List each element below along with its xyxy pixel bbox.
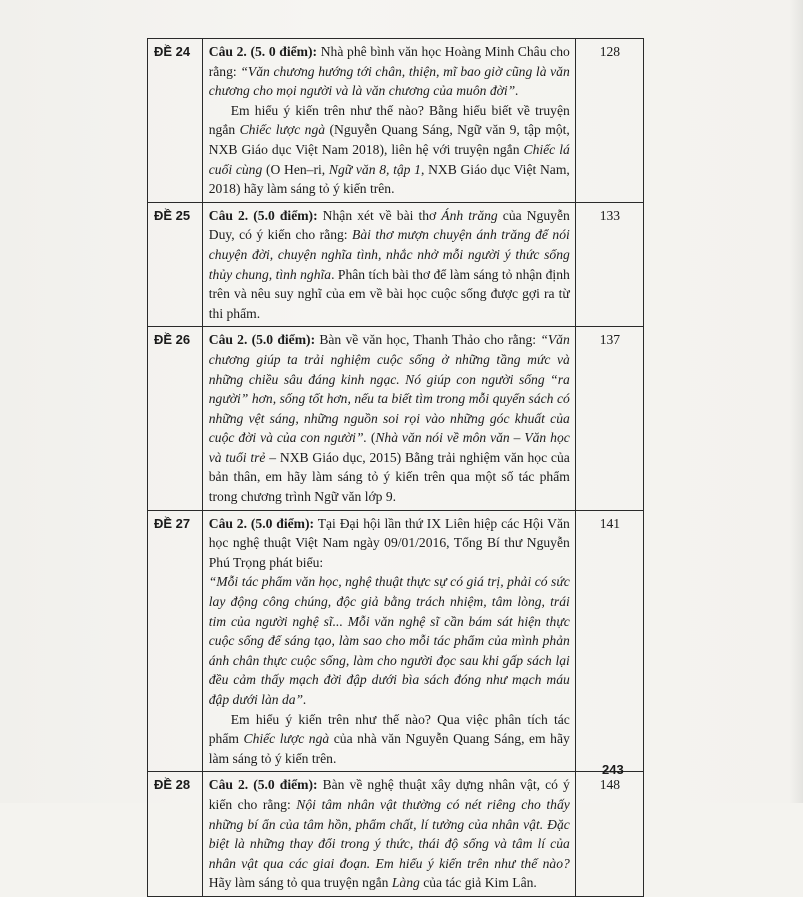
exam-question <box>202 39 575 203</box>
page-ref: 133 <box>575 202 643 327</box>
table-row <box>148 327 644 510</box>
question-text: của Nguyễn Duy, có ý kiến cho rằng: <box>208 207 570 243</box>
page-ref: 137 <box>575 327 643 510</box>
exam-question <box>202 772 575 897</box>
question-text: Tại Đại hội lần thứ IX Liên hiệp các Hội Văn học nghệ thuật Việt Nam ngày 09/01/2016, Tổng Bí thư Nguyễn Phú Trọng phát biểu: <box>208 515 570 570</box>
task-text: (O Hen–ri, <box>262 161 329 177</box>
task-text: . Phân tích bài thơ để làm sáng tỏ nhận định trên và nêu suy nghĩ của em về bài học cuộc sống được gợi ra từ thi phẩm. <box>208 266 570 321</box>
quote-text: “Mỗi tác phẩm văn học, nghệ thuật thực sự có giá trị, phải có sức lay động công chúng, độc giả bằng trách nhiệm, tâm lòng, trái tim của người nghệ sĩ... Mỗi văn nghệ sĩ cần bám sát hiện thực cuộc sống để sáng tạo, làm sao cho mỗi tác phẩm của mình phản ánh chân thực cuộc sống, làm cho người đọc sau khi gấp sách lại đều cảm thấy mạch đời đập dưới bìa sách đóng như mạch máu đập dưới làn da”. <box>208 574 570 707</box>
task-text: Hãy làm sáng tỏ qua truyện ngắn <box>208 875 392 891</box>
page-number: 243 <box>602 762 624 777</box>
task-text: Em hiểu ý kiến trên như thế nào? Bằng hiểu biết về truyện ngắn <box>208 102 570 138</box>
table-row <box>148 772 644 897</box>
task-text: ( <box>366 430 376 446</box>
work-title: Chiếc lược ngà <box>239 122 326 138</box>
quote-text: “Văn chương hướng tới chân, thiện, mĩ bao giờ cũng là văn chương cho mọi người và là văn chương của muôn đời”. <box>208 63 570 99</box>
task-text: của tác giả Kim Lân. <box>419 875 537 891</box>
question-text: Bàn về văn học, Thanh Thảo cho rằng: <box>315 332 541 348</box>
page-edge-shadow <box>789 0 803 803</box>
task-text: của nhà văn Nguyễn Quang Sáng, em hãy làm sáng tỏ ý kiến trên. <box>208 731 570 766</box>
question-label: Câu 2. (5. 0 điểm): <box>208 44 318 59</box>
exam-question <box>202 327 575 510</box>
quote-text: “Văn chương giúp ta trải nghiệm cuộc sống ở những tầng mức và những chiều sâu đáng kinh ngạc. Nó giúp con người sống “ra người” hơn, sống tốt hơn, nếu ta biết tìm trong mỗi quyển sách có những vệt sáng, những nguồn soi rọi vào những góc khuất của cuộc đời và của con người”. <box>208 332 570 446</box>
exam-table <box>147 38 644 897</box>
table-row <box>148 39 644 203</box>
question-label: Câu 2. (5.0 điểm): <box>208 332 316 348</box>
task-text: Em hiểu ý kiến trên như thế nào? Qua việc phân tích tác phẩm <box>208 711 570 747</box>
table-row <box>148 202 644 327</box>
question-text: Nhà phê bình văn học Hoàng Minh Châu cho rằng: <box>208 44 570 79</box>
task-text: (Nguyễn Quang Sáng, Ngữ văn 9, tập một, NXB Giáo dục Việt Nam 2018), liên hệ với truyện ngắn <box>208 122 570 157</box>
quote-text: Bài thơ mượn chuyện ánh trăng để nói chuyện đời, chuyện nghĩa tình, nhắc nhở mỗi người ý thức sống thủy chung, tình nghĩa <box>208 227 570 282</box>
page-ref: 141 <box>575 510 643 772</box>
exam-code: ĐỀ 26 <box>148 327 203 510</box>
book-title: Ngữ văn 8, tập 1 <box>328 161 421 177</box>
task-paragraph <box>209 101 570 199</box>
exam-question <box>202 202 575 327</box>
question-text: Bàn về nghệ thuật xây dựng nhân vật, có ý kiến cho rằng: <box>208 777 570 812</box>
table-row <box>148 510 644 772</box>
quote-text: Nội tâm nhân vật thường có nét riêng cho thấy những bí ẩn của tâm hồn, phẩm chất, lí tưởng của nhân vật. Đặc biệt là những thay đổi trong ý thức, thái độ sống và tâm lí của nhân vật qua các giai đoạn. Em hiểu ý kiến trên như thế nào? <box>208 796 570 871</box>
work-title: Chiếc lá cuối cùng <box>208 141 570 177</box>
task-text: , NXB Giáo dục Việt Nam, 2018) hãy làm sáng tỏ ý kiến trên. <box>208 161 570 197</box>
exam-code: ĐỀ 28 <box>148 772 203 897</box>
work-title: Ánh trăng <box>441 207 498 223</box>
question-label: Câu 2. (5.0 điểm): <box>208 777 318 793</box>
task-paragraph <box>209 710 570 769</box>
question-label: Câu 2. (5.0 điểm): <box>208 207 318 223</box>
question-label: Câu 2. (5.0 điểm): <box>208 515 315 531</box>
question-text: Nhận xét về bài thơ <box>317 207 442 223</box>
work-title: Chiếc lược ngà <box>243 731 330 747</box>
book-title: Nhà văn nói về môn văn – Văn học và tuổi trẻ <box>208 430 570 465</box>
exam-code: ĐỀ 27 <box>148 510 203 772</box>
page-ref: 148 <box>575 772 643 897</box>
page-ref: 128 <box>575 39 643 203</box>
exam-code: ĐỀ 24 <box>148 39 203 203</box>
exam-code: ĐỀ 25 <box>148 202 203 327</box>
exam-question <box>202 510 575 772</box>
work-title: Làng <box>391 875 420 891</box>
task-text: – NXB Giáo dục, 2015) Bằng trải nghiệm văn học của bản thân, em hãy làm sáng tỏ ý kiến trên qua một số tác phẩm trong chương trình Ngữ văn lớp 9. <box>208 449 570 505</box>
